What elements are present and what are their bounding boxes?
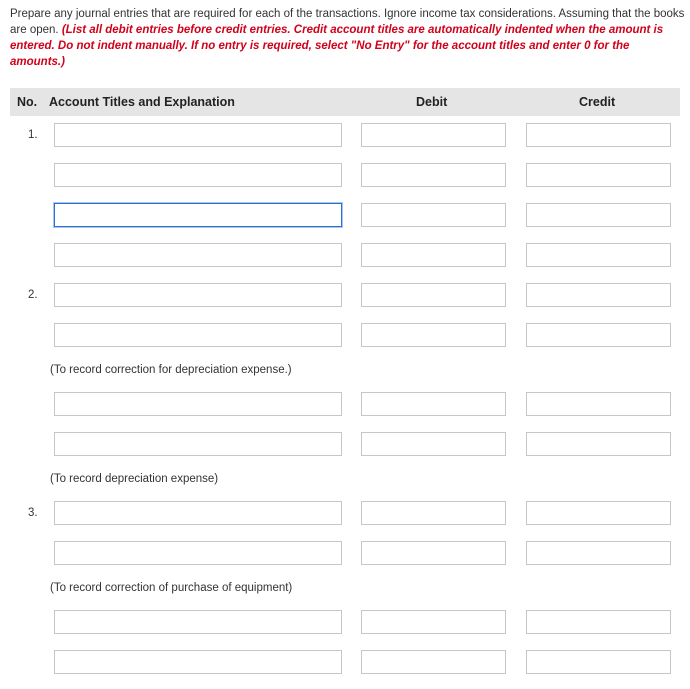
account-title-input[interactable]: [54, 123, 342, 147]
account-title-input[interactable]: [54, 432, 342, 456]
debit-input[interactable]: [361, 163, 506, 187]
header-no: No.: [17, 95, 38, 109]
table-header: [10, 88, 680, 116]
credit-input[interactable]: [526, 541, 671, 565]
entry-number-2: 2.: [28, 289, 38, 301]
credit-input[interactable]: [526, 243, 671, 267]
debit-input[interactable]: [361, 203, 506, 227]
credit-input[interactable]: [526, 323, 671, 347]
account-title-input[interactable]: [54, 541, 342, 565]
credit-input[interactable]: [526, 283, 671, 307]
explanation-text: (To record correction of purchase of equipment): [50, 582, 293, 594]
header-debit: Debit: [416, 95, 448, 109]
debit-input[interactable]: [361, 541, 506, 565]
account-title-input[interactable]: [54, 243, 342, 267]
account-title-input[interactable]: [54, 163, 342, 187]
instructions-emphasis: (List all debit entries before credit entries. Credit account titles are automatically indented when the amount is entered. Do not indent manually. If no entry is required, select "No Entry" for the account titles and enter 0 for the amounts.): [10, 24, 664, 68]
account-title-input[interactable]: [54, 283, 342, 307]
credit-input[interactable]: [526, 650, 671, 674]
account-title-input[interactable]: [54, 501, 342, 525]
account-title-input[interactable]: [54, 392, 342, 416]
debit-input[interactable]: [361, 392, 506, 416]
account-title-input-focused[interactable]: [54, 203, 342, 227]
debit-input[interactable]: [361, 650, 506, 674]
explanation-text: (To record depreciation expense): [50, 473, 219, 485]
debit-input[interactable]: [361, 123, 506, 147]
credit-input[interactable]: [526, 163, 671, 187]
debit-input[interactable]: [361, 323, 506, 347]
entry-number-1: 1.: [28, 129, 38, 141]
entry-number-3: 3.: [28, 507, 38, 519]
credit-input[interactable]: [526, 203, 671, 227]
account-title-input[interactable]: [54, 610, 342, 634]
header-credit: Credit: [579, 95, 616, 109]
credit-input[interactable]: [526, 123, 671, 147]
debit-input[interactable]: [361, 610, 506, 634]
debit-input[interactable]: [361, 243, 506, 267]
account-title-input[interactable]: [54, 323, 342, 347]
credit-input[interactable]: [526, 392, 671, 416]
account-title-input[interactable]: [54, 650, 342, 674]
header-account: Account Titles and Explanation: [49, 95, 235, 109]
credit-input[interactable]: [526, 501, 671, 525]
debit-input[interactable]: [361, 501, 506, 525]
credit-input[interactable]: [526, 432, 671, 456]
instructions-text: Prepare any journal entries that are required for each of the transactions. Ignore income tax considerations. Assuming that the books are open.: [10, 8, 685, 36]
instructions: [10, 6, 685, 70]
explanation-text: (To record correction for depreciation expense.): [50, 364, 292, 376]
debit-input[interactable]: [361, 432, 506, 456]
debit-input[interactable]: [361, 283, 506, 307]
credit-input[interactable]: [526, 610, 671, 634]
